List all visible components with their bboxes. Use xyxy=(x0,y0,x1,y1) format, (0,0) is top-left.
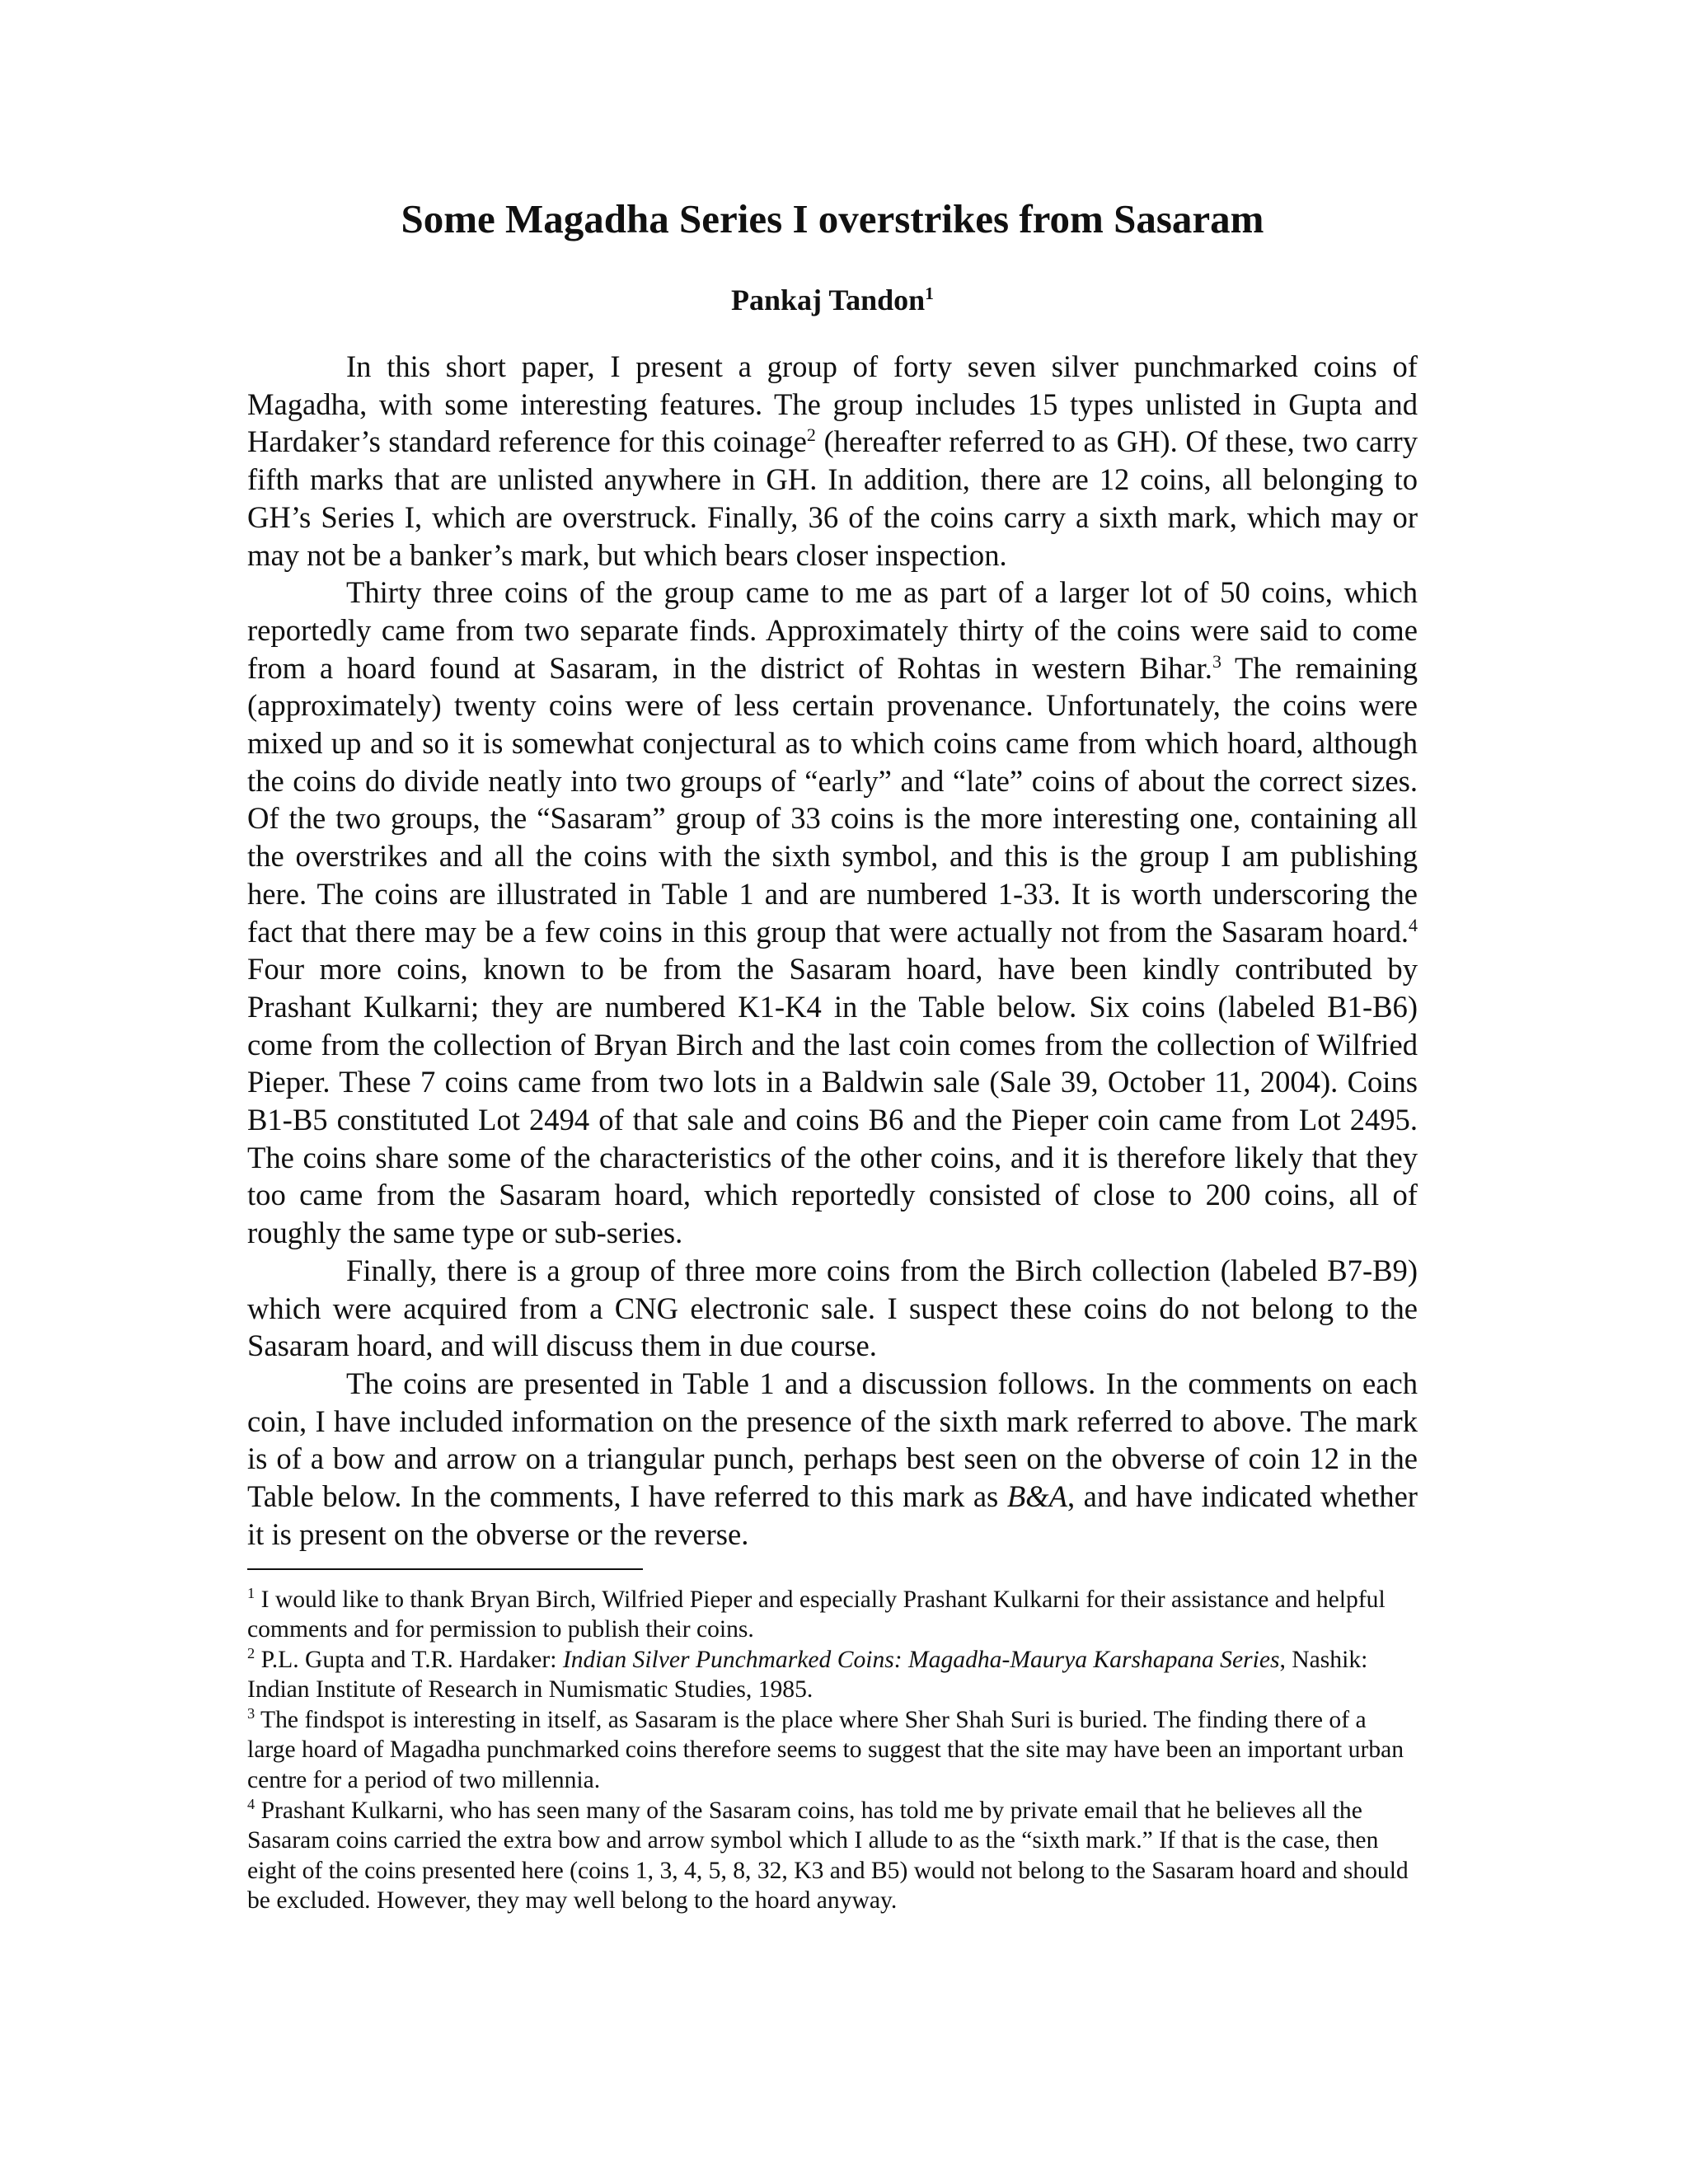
author-name: Pankaj Tandon xyxy=(731,284,926,316)
paragraph-2-text-b: The remaining (approximately) twenty coins were of less certain provenance. Unfortunately, the coins were mixed up and so it is somewhat conjectural as to which coins came from which hoard, although the coins do divide neatly into two groups of “early” and “late” coins of about the correct sizes. Of the two groups, the “Sasaram” group of 33 coins is the more interesting one, containing all the overstrikes and all the coins with the sixth symbol, and this is the group I am publishing here. The coins are illustrated in Table 1 and are numbered 1-33. It is worth underscoring the fact that there may be a few coins in this group that were actually not from the Sasaram hoard. xyxy=(247,650,1418,949)
footnote-2 xyxy=(247,1645,1418,1705)
paragraph-2 xyxy=(247,574,1418,1252)
footnotes xyxy=(247,1585,1418,1917)
paragraph-1-text: In this short paper, I present a group of forty seven silver punchmarked coins of Magadha, with some interesting features. The group includes 15 types unlisted in Gupta and Hardaker’s standard reference for this coinage xyxy=(247,349,1418,459)
footnote-ref-4: 4 xyxy=(1409,914,1418,935)
paragraph-4-emphasis: B&A xyxy=(1006,1479,1067,1514)
paragraph-4-text-b: , and have indicated whether it is present on the obverse or the reverse. xyxy=(247,1479,1418,1551)
footnote-2-text-a: P.L. Gupta and T.R. Hardaker: xyxy=(255,1646,563,1673)
footnote-ref-2: 2 xyxy=(806,424,816,446)
footnote-4 xyxy=(247,1796,1418,1916)
footnote-1 xyxy=(247,1585,1418,1645)
page-title: Some Magadha Series I overstrikes from Sasaram xyxy=(401,196,1264,241)
paragraph-4-text-a: The coins are presented in Table 1 and a discussion follows. In the comments on each coin, I have included information on the presence of the sixth mark referred to above. The mark is of a bow and arrow on a triangular punch, perhaps best seen on the obverse of coin 12 in the Table below. In the comments, I have referred to this mark as xyxy=(247,1366,1418,1514)
footnote-4-text: Prashant Kulkarni, who has seen many of the Sasaram coins, has told me by private email that he believes all the Sasaram coins carried the extra bow and arrow symbol which I allude to as the “sixth mark.” If that is the case, then eight of the coins presented here (coins 1, 3, 4, 5, 8, 32, K3 and B5) would not belong to the Sasaram hoard and should be excluded. However, they may well belong to the hoard anyway. xyxy=(247,1797,1409,1915)
footnote-2-number: 2 xyxy=(247,1644,256,1661)
footnote-3-number: 3 xyxy=(247,1705,256,1722)
author-line xyxy=(247,280,1418,320)
paragraph-2-text-a: Thirty three coins of the group came to me as part of a larger lot of 50 coins, which reportedly came from two separate finds. Approximately thirty of the coins were said to come from a hoard found at Sasaram, in the district of Rohtas in western Bihar. xyxy=(247,575,1418,685)
footnote-1-text: I would like to thank Bryan Birch, Wilfried Pieper and especially Prashant Kulkarni for their assistance and helpful comments and for permission to publish their coins. xyxy=(247,1586,1386,1643)
paragraph-1-text-rest: (hereafter referred to as GH). Of these, two carry fifth marks that are unlisted anywhere in GH. In addition, there are 12 coins, all belonging to GH’s Series I, which are overstruck. Finally, 36 of the coins carry a sixth mark, which may or may not be a banker’s mark, but which bears closer inspection. xyxy=(247,424,1418,572)
footnote-divider xyxy=(247,1568,643,1570)
footnote-3 xyxy=(247,1705,1418,1796)
footnote-ref-1: 1 xyxy=(925,284,934,303)
paragraph-3: Finally, there is a group of three more coins from the Birch collection (labeled B7-B9) which were acquired from a CNG electronic sale. I suspect these coins do not belong to the Sasaram hoard, and will discuss them in due course. xyxy=(247,1253,1418,1363)
footnote-2-book-title: Indian Silver Punchmarked Coins: Magadha-Maurya Karshapana Series xyxy=(562,1646,1280,1673)
footnote-4-number: 4 xyxy=(247,1795,256,1812)
footnote-2-text-b: , Nashik: Indian Institute of Research in Numismatic Studies, 1985. xyxy=(247,1646,1368,1704)
footnote-ref-3: 3 xyxy=(1212,650,1221,672)
body-text xyxy=(247,348,1418,1554)
paragraph-2-text-c: Four more coins, known to be from the Sasaram hoard, have been kindly contributed by Prashant Kulkarni; they are numbered K1-K4 in the Table below. Six coins (labeled B1-B6) come from the collection of Bryan Birch and the last coin comes from the collection of Wilfried Pieper. These 7 coins came from two lots in a Baldwin sale (Sale 39, October 11, 2004). Coins B1-B5 constituted Lot 2494 of that sale and coins B6 and the Pieper coin came from Lot 2495. The coins share some of the characteristics of the other coins, and it is therefore likely that they too came from the Sasaram hoard, which reportedly consisted of close to 200 coins, all of roughly the same type or sub-series. xyxy=(247,952,1418,1250)
paragraph-1 xyxy=(247,348,1418,574)
document-page xyxy=(247,194,1418,1916)
footnote-1-number: 1 xyxy=(247,1584,256,1601)
paragraph-4 xyxy=(247,1365,1418,1554)
footnote-3-text: The findspot is interesting in itself, as Sasaram is the place where Sher Shah Suri is buried. The finding there of a large hoard of Magadha punchmarked coins therefore seems to suggest that the site may have been an important urban centre for a period of two millennia. xyxy=(247,1706,1404,1794)
